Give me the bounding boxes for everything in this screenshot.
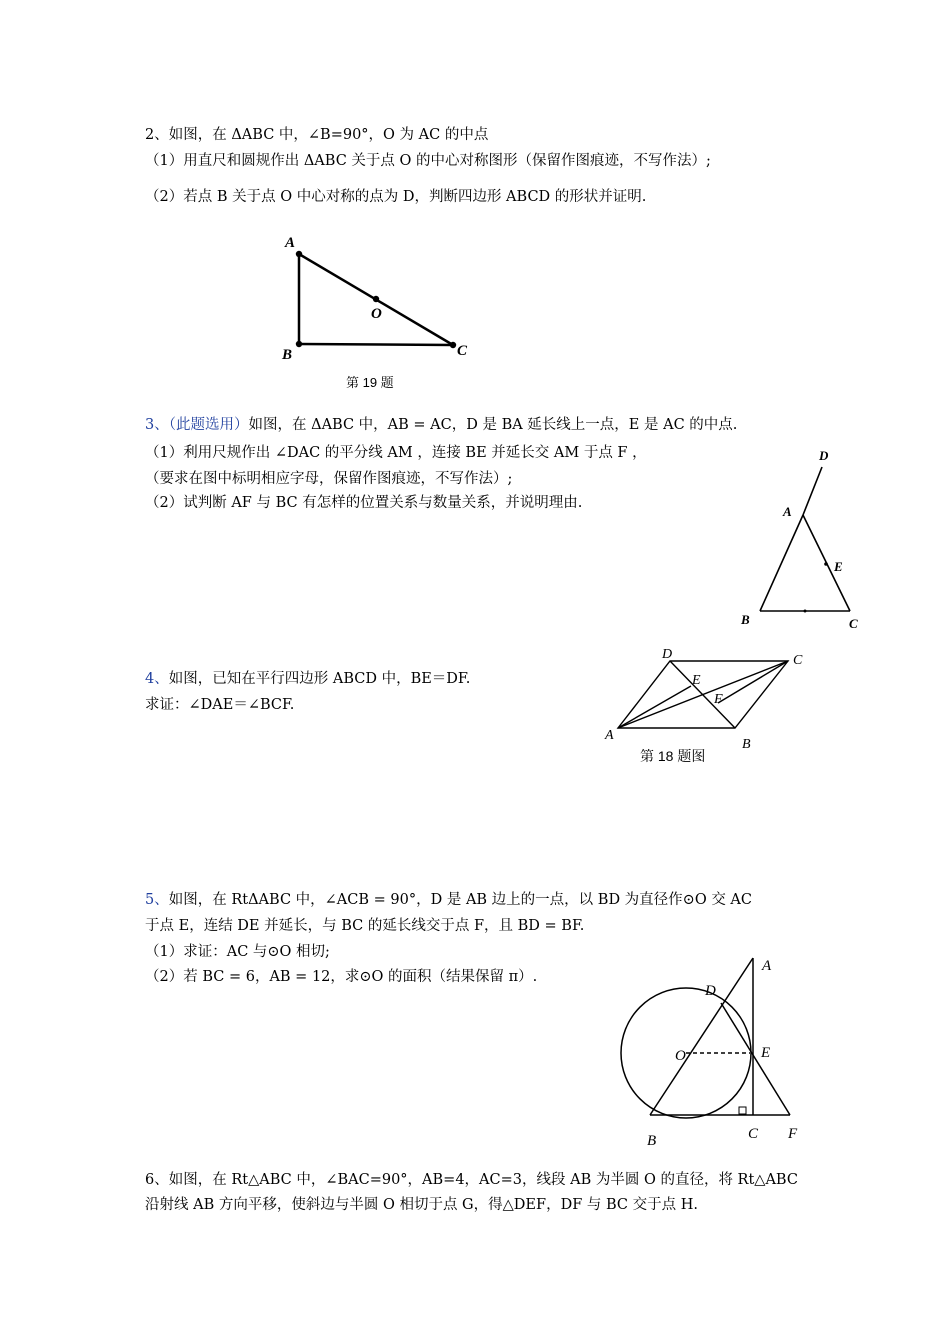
p3-label-c: C [849,616,858,631]
problem-5-line-3: （1）求证：AC 与⊙O 相切; [145,944,330,960]
p4-label-a: A [605,728,614,743]
problem-3-number: 3、 [145,417,169,433]
p3-label-e: E [834,559,843,574]
p5-label-c: C [748,1126,759,1142]
p3-label-b: B [741,612,750,627]
p3-label-d: D [819,448,829,463]
p3-label-a: A [783,504,792,519]
problem-6-line-2: 沿射线 AB 方向平移，使斜边与半圆 O 相切于点 G，得△DEF，DF 与 BC 交于点 H. [145,1197,698,1213]
problem-3-line-2: （1）利用尺规作出 ∠DAC 的平分线 AM ，连接 BE 并延长交 AM 于点 F ， [145,445,647,461]
problem-4-line-1-text: 如图，已知在平行四边形 ABCD 中，BE＝DF. [168,671,471,687]
problem-4-number: 4、 [145,671,169,687]
problem-3-line-3: （要求在图中标明相应字母，保留作图痕迹，不写作法）; [145,471,513,487]
problem-4-line-2: 求证：∠DAE＝∠BCF. [145,697,295,713]
p5-label-e: E [761,1045,771,1061]
problem-3-line-1-text: 如图，在 ΔABC 中，AB = AC，D 是 BA 延长线上一点，E 是 AC 的中点. [248,417,738,433]
problem-3-note: （此题选用） [168,417,249,433]
p2-label-b: B [282,347,293,363]
p4-label-e: E [692,673,701,688]
p2-label-a: A [285,235,296,251]
p4-label-d: D [662,647,673,662]
p5-label-b: B [647,1133,657,1149]
p4-label-f: F [714,692,723,707]
p5-label-o: O [675,1048,686,1064]
p5-label-f: F [788,1126,798,1142]
problem-2-line-1: 2、如图，在 ΔABC 中，∠B=90°，O 为 AC 的中点 [145,127,489,143]
problem-5-line-1-text: 如图，在 RtΔABC 中，∠ACB = 90°，D 是 AB 边上的一点，以 BD 为直径作⊙O 交 AC [168,892,752,908]
problem-2-line-2: （1）用直尺和圆规作出 ΔABC 关于点 O 的中心对称图形（保留作图痕迹，不写作法）; [145,153,711,169]
problem-2-line-3: （2）若点 B 关于点 O 中心对称的点为 D，判断四边形 ABCD 的形状并证明. [145,189,647,205]
problem-5-line-2: 于点 E，连结 DE 并延长，与 BC 的延长线交于点 F，且 BD = BF. [145,918,585,934]
p2-label-o: O [371,306,382,322]
p4-label-c: C [793,653,803,668]
problem-4-caption: 第 18 题图 [640,748,706,764]
problem-5-line-4: （2）若 BC = 6，AB = 12，求⊙O 的面积（结果保留 π）. [145,969,538,985]
p5-label-a: A [762,958,772,974]
p2-label-c: C [457,343,468,359]
problem-2-caption: 第 19 题 [346,375,394,390]
problem-3-line-4: （2）试判断 AF 与 BC 有怎样的位置关系与数量关系，并说明理由. [145,495,583,511]
p5-label-d: D [705,983,716,999]
problem-5-number: 5、 [145,892,169,908]
p4-label-b: B [742,737,751,752]
problem-6-line-1: 6、如图，在 Rt△ABC 中，∠BAC=90°，AB=4，AC=3，线段 AB 为半圆 O 的直径，将 Rt△ABC [145,1172,798,1188]
